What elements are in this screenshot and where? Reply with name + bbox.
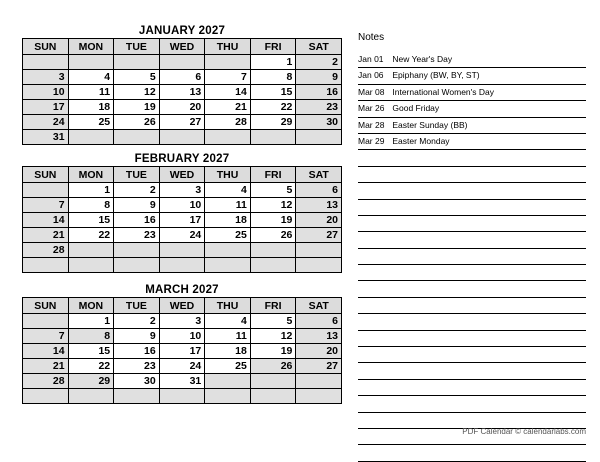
day-cell: 11 — [68, 85, 114, 100]
day-cell — [68, 258, 114, 273]
day-cell: 13 — [159, 85, 205, 100]
week-row — [23, 183, 342, 198]
note-line — [358, 118, 586, 134]
day-cell: 26 — [114, 115, 160, 130]
day-cell — [68, 243, 114, 258]
weekday-header: MON — [68, 39, 114, 55]
day-cell — [296, 130, 342, 145]
weekday-header: SAT — [296, 167, 342, 183]
day-cell — [159, 389, 205, 404]
day-cell: 10 — [159, 329, 205, 344]
weekday-header: THU — [205, 39, 251, 55]
day-cell — [205, 243, 251, 258]
month-title: MARCH 2027 — [145, 284, 219, 296]
day-cell: 30 — [296, 115, 342, 130]
week-row — [23, 374, 342, 389]
note-line — [358, 396, 586, 412]
day-cell: 11 — [205, 198, 251, 213]
day-cell: 10 — [159, 198, 205, 213]
day-cell: 9 — [296, 70, 342, 85]
day-cell — [114, 130, 160, 145]
weekday-header: THU — [205, 167, 251, 183]
day-cell: 27 — [296, 359, 342, 374]
day-cell: 14 — [23, 344, 69, 359]
weekday-header: MON — [68, 167, 114, 183]
day-cell — [296, 258, 342, 273]
note-text: Easter Monday — [392, 135, 450, 146]
note-line — [358, 232, 586, 248]
month-title: JANUARY 2027 — [138, 25, 226, 37]
day-cell — [23, 389, 69, 404]
notes-lines — [358, 52, 586, 462]
footer-credit: PDF Calendar © calendarlabs.com — [462, 427, 586, 436]
day-cell — [296, 243, 342, 258]
weekday-header: SAT — [296, 298, 342, 314]
day-cell: 15 — [68, 213, 114, 228]
note-date: Mar 28 — [358, 119, 385, 130]
note-line — [358, 134, 586, 150]
note-line — [358, 52, 586, 68]
week-row — [23, 258, 342, 273]
day-cell: 22 — [68, 359, 114, 374]
day-cell: 19 — [250, 344, 296, 359]
note-line — [358, 183, 586, 199]
day-cell: 18 — [205, 213, 251, 228]
day-cell: 21 — [205, 100, 251, 115]
day-cell: 31 — [159, 374, 205, 389]
weekday-header: FRI — [250, 39, 296, 55]
note-date: Jan 01 — [358, 54, 384, 64]
day-cell: 10 — [23, 85, 69, 100]
day-cell: 26 — [250, 359, 296, 374]
day-cell: 7 — [205, 70, 251, 85]
day-cell: 29 — [250, 115, 296, 130]
week-row — [23, 213, 342, 228]
day-cell — [205, 374, 251, 389]
note-line — [358, 150, 586, 166]
day-cell: 16 — [114, 344, 160, 359]
day-cell — [296, 389, 342, 404]
day-cell: 13 — [296, 198, 342, 213]
day-cell: 18 — [68, 100, 114, 115]
day-cell: 27 — [296, 228, 342, 243]
week-row — [23, 228, 342, 243]
day-cell: 21 — [23, 228, 69, 243]
day-cell: 15 — [68, 344, 114, 359]
month-block — [22, 152, 342, 273]
day-cell: 25 — [205, 359, 251, 374]
week-row — [23, 389, 342, 404]
weekday-header: WED — [159, 167, 205, 183]
week-row — [23, 85, 342, 100]
note-line — [358, 216, 586, 232]
weekday-header: TUE — [114, 167, 160, 183]
weekday-header: MON — [68, 298, 114, 314]
day-cell — [250, 258, 296, 273]
month-block — [22, 24, 342, 145]
week-row — [23, 243, 342, 258]
day-cell: 3 — [159, 183, 205, 198]
day-cell: 11 — [205, 329, 251, 344]
week-row — [23, 100, 342, 115]
day-cell: 7 — [23, 198, 69, 213]
note-text: International Women's Day — [392, 86, 495, 97]
day-cell — [250, 374, 296, 389]
note-line — [358, 445, 586, 461]
note-line — [358, 363, 586, 379]
weekday-header: FRI — [250, 167, 296, 183]
day-cell: 5 — [250, 183, 296, 198]
day-cell — [114, 389, 160, 404]
day-cell — [159, 258, 205, 273]
day-cell: 29 — [68, 374, 114, 389]
notes-title: Notes — [358, 32, 385, 43]
day-cell — [205, 130, 251, 145]
weekday-header: THU — [205, 298, 251, 314]
day-cell — [205, 55, 251, 70]
note-line — [358, 347, 586, 363]
day-cell: 3 — [159, 314, 205, 329]
notes-panel — [358, 30, 586, 462]
weekday-header: FRI — [250, 298, 296, 314]
day-cell: 7 — [23, 329, 69, 344]
note-line — [358, 380, 586, 396]
day-cell: 13 — [296, 329, 342, 344]
day-cell: 6 — [159, 70, 205, 85]
day-cell: 12 — [250, 198, 296, 213]
note-text: Good Friday — [392, 103, 440, 114]
day-cell — [159, 130, 205, 145]
day-cell — [296, 374, 342, 389]
day-cell: 2 — [296, 55, 342, 70]
month-table — [22, 297, 342, 404]
note-date: Mar 26 — [358, 103, 385, 114]
day-cell: 3 — [23, 70, 69, 85]
day-cell — [114, 243, 160, 258]
day-cell — [250, 130, 296, 145]
day-cell: 20 — [296, 213, 342, 228]
day-cell: 1 — [68, 183, 114, 198]
day-cell — [23, 55, 69, 70]
day-cell: 22 — [68, 228, 114, 243]
day-cell: 26 — [250, 228, 296, 243]
day-cell: 17 — [23, 100, 69, 115]
week-row — [23, 329, 342, 344]
note-line — [358, 167, 586, 183]
day-cell: 4 — [205, 314, 251, 329]
day-cell: 5 — [114, 70, 160, 85]
note-line — [358, 249, 586, 265]
note-date: Mar 29 — [358, 135, 385, 146]
day-cell: 12 — [114, 85, 160, 100]
week-row — [23, 70, 342, 85]
day-cell: 4 — [205, 183, 251, 198]
day-cell — [205, 258, 251, 273]
week-row — [23, 198, 342, 213]
day-cell: 22 — [250, 100, 296, 115]
day-cell: 23 — [114, 359, 160, 374]
day-cell: 8 — [250, 70, 296, 85]
week-row — [23, 314, 342, 329]
day-cell: 8 — [68, 329, 114, 344]
day-cell: 30 — [114, 374, 160, 389]
day-cell: 1 — [250, 55, 296, 70]
day-cell: 12 — [250, 329, 296, 344]
note-line — [358, 200, 586, 216]
day-cell — [159, 55, 205, 70]
day-cell: 27 — [159, 115, 205, 130]
note-line — [358, 314, 586, 330]
note-text: New Year's Day — [392, 54, 453, 64]
day-cell: 17 — [159, 213, 205, 228]
day-cell: 15 — [250, 85, 296, 100]
week-row — [23, 130, 342, 145]
day-cell — [250, 389, 296, 404]
weekday-header: SAT — [296, 39, 342, 55]
note-text: Easter Sunday (BB) — [392, 119, 468, 130]
weekday-header: TUE — [114, 39, 160, 55]
note-line — [358, 331, 586, 347]
day-cell: 23 — [296, 100, 342, 115]
day-cell: 31 — [23, 130, 69, 145]
day-cell: 19 — [250, 213, 296, 228]
day-cell — [250, 243, 296, 258]
day-cell: 21 — [23, 359, 69, 374]
day-cell: 2 — [114, 183, 160, 198]
note-line — [358, 265, 586, 281]
note-text: Epiphany (BW, BY, ST) — [392, 70, 480, 81]
weekday-header: WED — [159, 298, 205, 314]
month-title: FEBRUARY 2027 — [134, 153, 230, 165]
note-line — [358, 281, 586, 297]
day-cell: 25 — [68, 115, 114, 130]
day-cell: 2 — [114, 314, 160, 329]
day-cell: 9 — [114, 329, 160, 344]
week-row — [23, 359, 342, 374]
day-cell: 14 — [23, 213, 69, 228]
week-row — [23, 115, 342, 130]
day-cell: 24 — [23, 115, 69, 130]
day-cell: 16 — [114, 213, 160, 228]
day-cell: 19 — [114, 100, 160, 115]
day-cell: 1 — [68, 314, 114, 329]
weekday-header: SUN — [23, 39, 69, 55]
day-cell: 25 — [205, 228, 251, 243]
day-cell — [68, 55, 114, 70]
day-cell: 20 — [296, 344, 342, 359]
day-cell: 20 — [159, 100, 205, 115]
note-line — [358, 85, 586, 101]
day-cell: 28 — [205, 115, 251, 130]
day-cell: 4 — [68, 70, 114, 85]
day-cell — [23, 258, 69, 273]
note-line — [358, 101, 586, 117]
day-cell — [68, 389, 114, 404]
day-cell: 28 — [23, 243, 69, 258]
day-cell — [23, 314, 69, 329]
weekday-header: SUN — [23, 167, 69, 183]
day-cell — [68, 130, 114, 145]
month-block — [22, 283, 342, 404]
note-date: Mar 08 — [358, 86, 385, 97]
day-cell: 14 — [205, 85, 251, 100]
day-cell: 5 — [250, 314, 296, 329]
month-table — [22, 38, 342, 145]
day-cell: 6 — [296, 314, 342, 329]
day-cell: 23 — [114, 228, 160, 243]
week-row — [23, 344, 342, 359]
day-cell — [114, 258, 160, 273]
day-cell: 28 — [23, 374, 69, 389]
note-line — [358, 68, 586, 84]
day-cell: 9 — [114, 198, 160, 213]
day-cell — [205, 389, 251, 404]
month-table — [22, 166, 342, 273]
day-cell: 24 — [159, 359, 205, 374]
day-cell: 16 — [296, 85, 342, 100]
day-cell — [23, 183, 69, 198]
day-cell: 24 — [159, 228, 205, 243]
weekday-header: SUN — [23, 298, 69, 314]
day-cell — [114, 55, 160, 70]
note-line — [358, 298, 586, 314]
day-cell: 18 — [205, 344, 251, 359]
week-row — [23, 55, 342, 70]
weekday-header: WED — [159, 39, 205, 55]
day-cell: 17 — [159, 344, 205, 359]
weekday-header: TUE — [114, 298, 160, 314]
note-date: Jan 06 — [358, 70, 384, 81]
day-cell: 6 — [296, 183, 342, 198]
day-cell: 8 — [68, 198, 114, 213]
day-cell — [159, 243, 205, 258]
